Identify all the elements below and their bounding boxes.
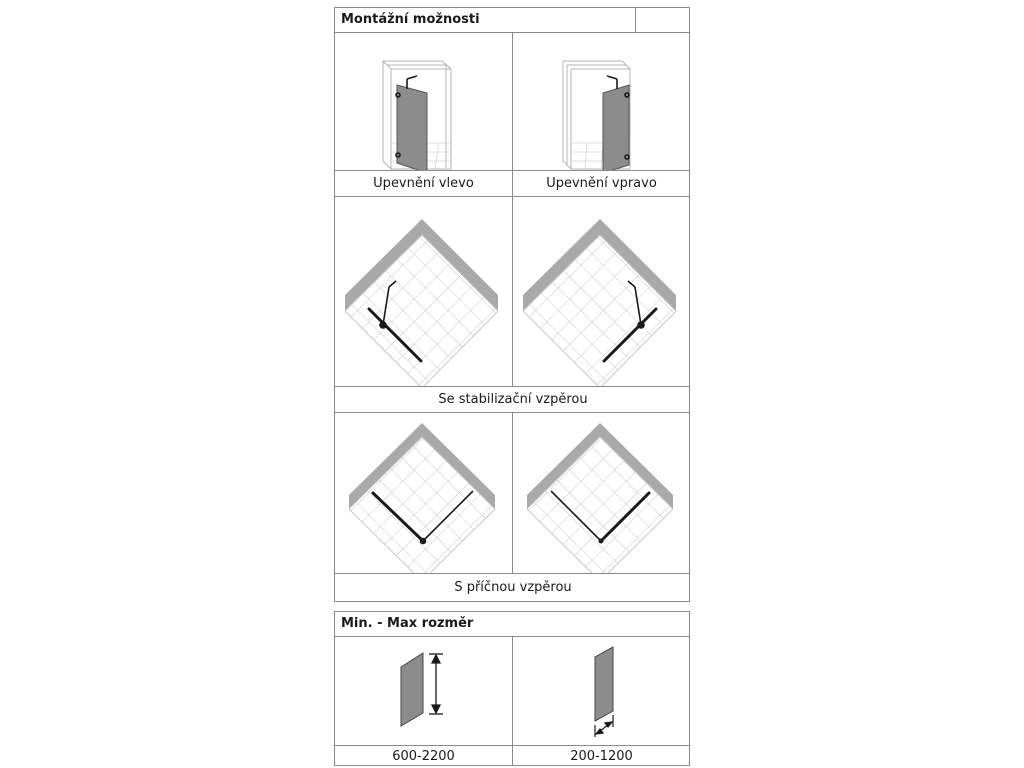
caption-fixed-left: Upevnění vlevo bbox=[373, 176, 474, 191]
plan-cross-brace-right bbox=[513, 413, 690, 573]
width-dimension-illustration bbox=[513, 637, 690, 745]
plan-stabilizer-left bbox=[335, 197, 512, 386]
mounting-header bbox=[335, 8, 689, 33]
row-divider bbox=[335, 386, 689, 387]
dimensions-title: Min. - Max rozměr bbox=[341, 616, 474, 631]
caption-fixed-right: Upevnění vpravo bbox=[546, 176, 657, 191]
glass-panel-icon bbox=[401, 653, 423, 726]
plan-cross-brace-left bbox=[335, 413, 512, 573]
glass-panel-icon bbox=[595, 647, 613, 721]
height-dimension-illustration bbox=[335, 637, 512, 745]
dimensions-table bbox=[334, 611, 690, 766]
glass-panel-icon bbox=[397, 85, 427, 170]
header-divider bbox=[635, 8, 636, 32]
illustration-fixed-left bbox=[335, 33, 512, 170]
mounting-title: Montážní možnosti bbox=[341, 12, 480, 27]
caption-stabilizer: Se stabilizační vzpěrou bbox=[438, 392, 588, 407]
width-range-value: 200-1200 bbox=[570, 749, 633, 764]
illustration-fixed-right bbox=[513, 33, 690, 170]
caption-cross-brace: S příčnou vzpěrou bbox=[454, 580, 572, 595]
row-divider bbox=[335, 573, 689, 574]
plan-stabilizer-right bbox=[513, 197, 690, 386]
dimensions-header bbox=[335, 612, 689, 637]
height-range-value: 600-2200 bbox=[392, 749, 455, 764]
mounting-options-table bbox=[334, 7, 690, 602]
